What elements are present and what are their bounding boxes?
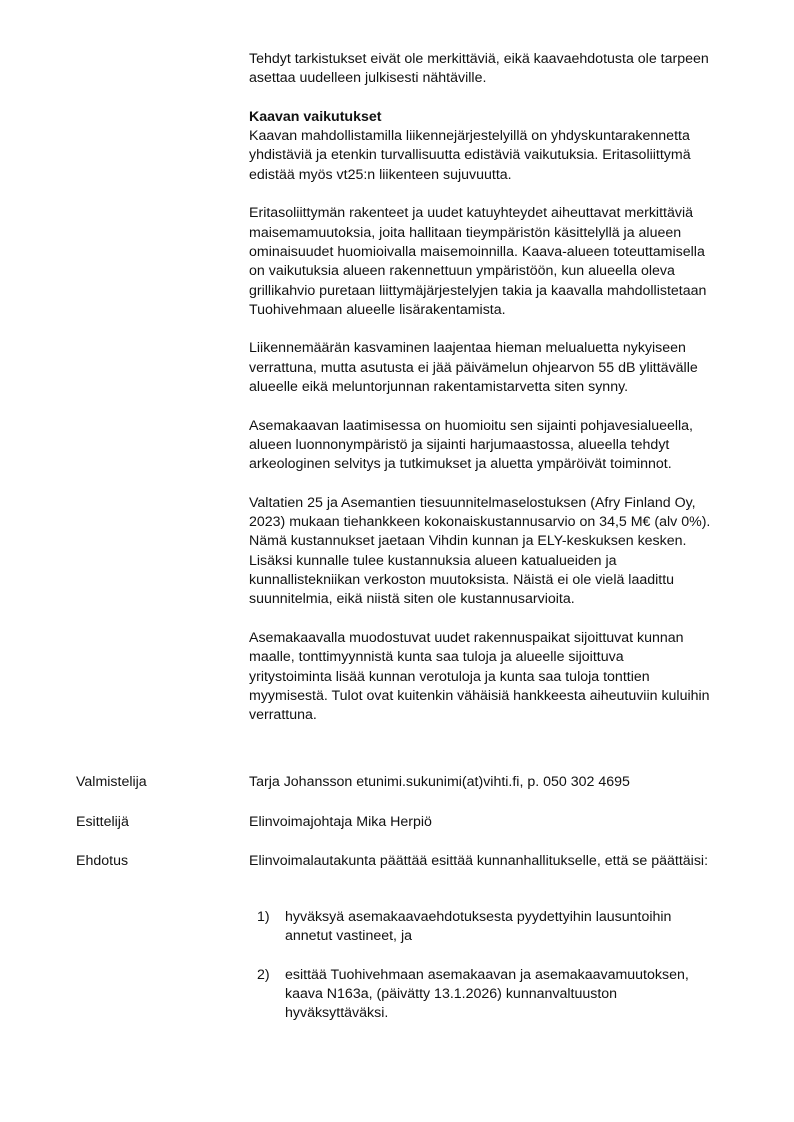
impacts-paragraph-5 [249,494,739,610]
text-line: Tuohivehmaan alueelle lisärakentamista. [249,301,506,318]
list-item-text [285,908,737,947]
intro-paragraph [249,50,739,89]
text-line: yritystoiminta lisää kunnan verotuloja ja kunta saa tuloja tonttien [249,668,650,685]
proposal-list [257,908,737,1043]
list-item-text [285,966,737,1024]
presenter-row [76,813,756,833]
text-line: edistää myös vt25:n liikenteen sujuvuutta. [249,166,512,183]
text-line: on vaikutuksia alueen rakennettuun ympäristöön, kun alueella oleva [249,263,675,280]
text-line: asettaa uudelleen julkisesti nähtäville. [249,70,487,87]
proposal-list-item [257,908,737,947]
preparer-label: Valmistelija [76,774,147,790]
text-line: Lisäksi kunnalle tulee kustannuksia alueen katualueiden ja [249,552,617,569]
proposal-list-item [257,966,737,1024]
impacts-paragraph-2 [249,204,739,320]
impacts-paragraph-1 [249,108,739,185]
text-line: suunnitelmia, eikä niistä siten ole kustannusarvioita. [249,591,575,608]
list-number: 2) [257,966,270,983]
text-line: annetut vastineet, ja [285,928,412,945]
presenter-value: Elinvoimajohtaja Mika Herpiö [249,814,432,830]
proposal-value: Elinvoimalautakunta päättää esittää kunnanhallitukselle, että se päättäisi: [249,853,709,869]
text-line: Nämä kustannukset jaetaan Vihdin kunnan ja ELY-keskuksen kesken. [249,533,687,550]
text-line: hyväksyttäväksi. [285,1005,389,1022]
impacts-paragraph-3 [249,339,739,397]
text-line: Asemakaavan laatimisessa on huomioitu sen sijainti pohjavesialueella, [249,417,694,434]
presenter-label: Esittelijä [76,814,129,830]
text-line: maisemamuutoksia, joita hallitaan tieympäristön käsittelyllä ja alueen [249,224,682,241]
text-line: Tehdyt tarkistukset eivät ole merkittäviä, eikä kaavaehdotusta ole tarpeen [249,51,709,67]
preparer-value: Tarja Johansson etunimi.sukunimi(at)vihti.fi, p. 050 302 4695 [249,774,630,790]
list-number: 1) [257,909,270,925]
text-line: kunnallistekniikan verkoston muutoksista. Näistä ei ole vielä laadittu [249,572,675,589]
main-text-column [249,50,739,745]
text-line: ominaisuudet huomioivalla maisemoinnilla. Kaava-alueen toteuttamisella [249,243,705,260]
impacts-paragraph-4 [249,417,739,475]
text-line: 2023) mukaan tiehankkeen kokonaiskustannusarvio on 34,5 M€ (alv 0%). [249,514,711,531]
text-line: verrattuna, mutta asutusta ei jää päivämelun ohjearvon 55 dB ylittävälle [249,359,698,376]
text-line: Eritasoliittymän rakenteet ja uudet katuyhteydet aiheuttavat merkittäviä [249,205,693,222]
text-line: arkeologinen selvitys ja tutkimukset ja aluetta ympäröivät toiminnot. [249,456,672,473]
text-line: grillikahvio puretaan liittymäjärjestelyjen takia ja kaavalla mahdollistetaan [249,282,707,299]
proposal-row [76,852,756,872]
text-line: Kaavan mahdollistamilla liikennejärjestelyillä on yhdyskuntarakennetta [249,128,690,145]
section-heading: Kaavan vaikutukset [249,108,382,125]
text-line: verrattuna. [249,707,317,724]
text-line: esittää Tuohivehmaan asemakaavan ja asemakaavamuutoksen, [285,966,689,983]
text-line: yhdistäviä ja etenkin turvallisuutta edistäviä vaikutuksia. Eritasoliittymä [249,147,691,164]
text-line: Asemakaavalla muodostuvat uudet rakennuspaikat sijoittuvat kunnan [249,629,684,646]
text-line: maalle, tonttimyynnistä kunta saa tuloja ja alueelle sijoittuva [249,649,624,666]
text-line: Valtatien 25 ja Asemantien tiesuunnitelmaselostuksen (Afry Finland Oy, [249,494,696,511]
proposal-label: Ehdotus [76,853,129,869]
text-line: kaava N163a, (päivätty 13.1.2026) kunnanvaltuuston [285,986,618,1003]
impacts-paragraph-6 [249,629,739,725]
text-line: myymisestä. Tulot ovat kuitenkin vähäisiä hankkeesta aiheutuviin kuluihin [249,687,710,704]
text-line: alueen luonnonympäristö ja sijainti harjumaastossa, alueella tehdyt [249,436,670,453]
preparer-row [76,773,756,793]
text-line: alueelle eikä meluntorjunnan rakentamistarvetta siten synny. [249,379,629,396]
text-line: Liikennemäärän kasvaminen laajentaa hieman melualuetta nykyiseen [249,340,686,357]
text-line: hyväksyä asemakaavaehdotuksesta pyydettyihin lausuntoihin [285,909,672,925]
